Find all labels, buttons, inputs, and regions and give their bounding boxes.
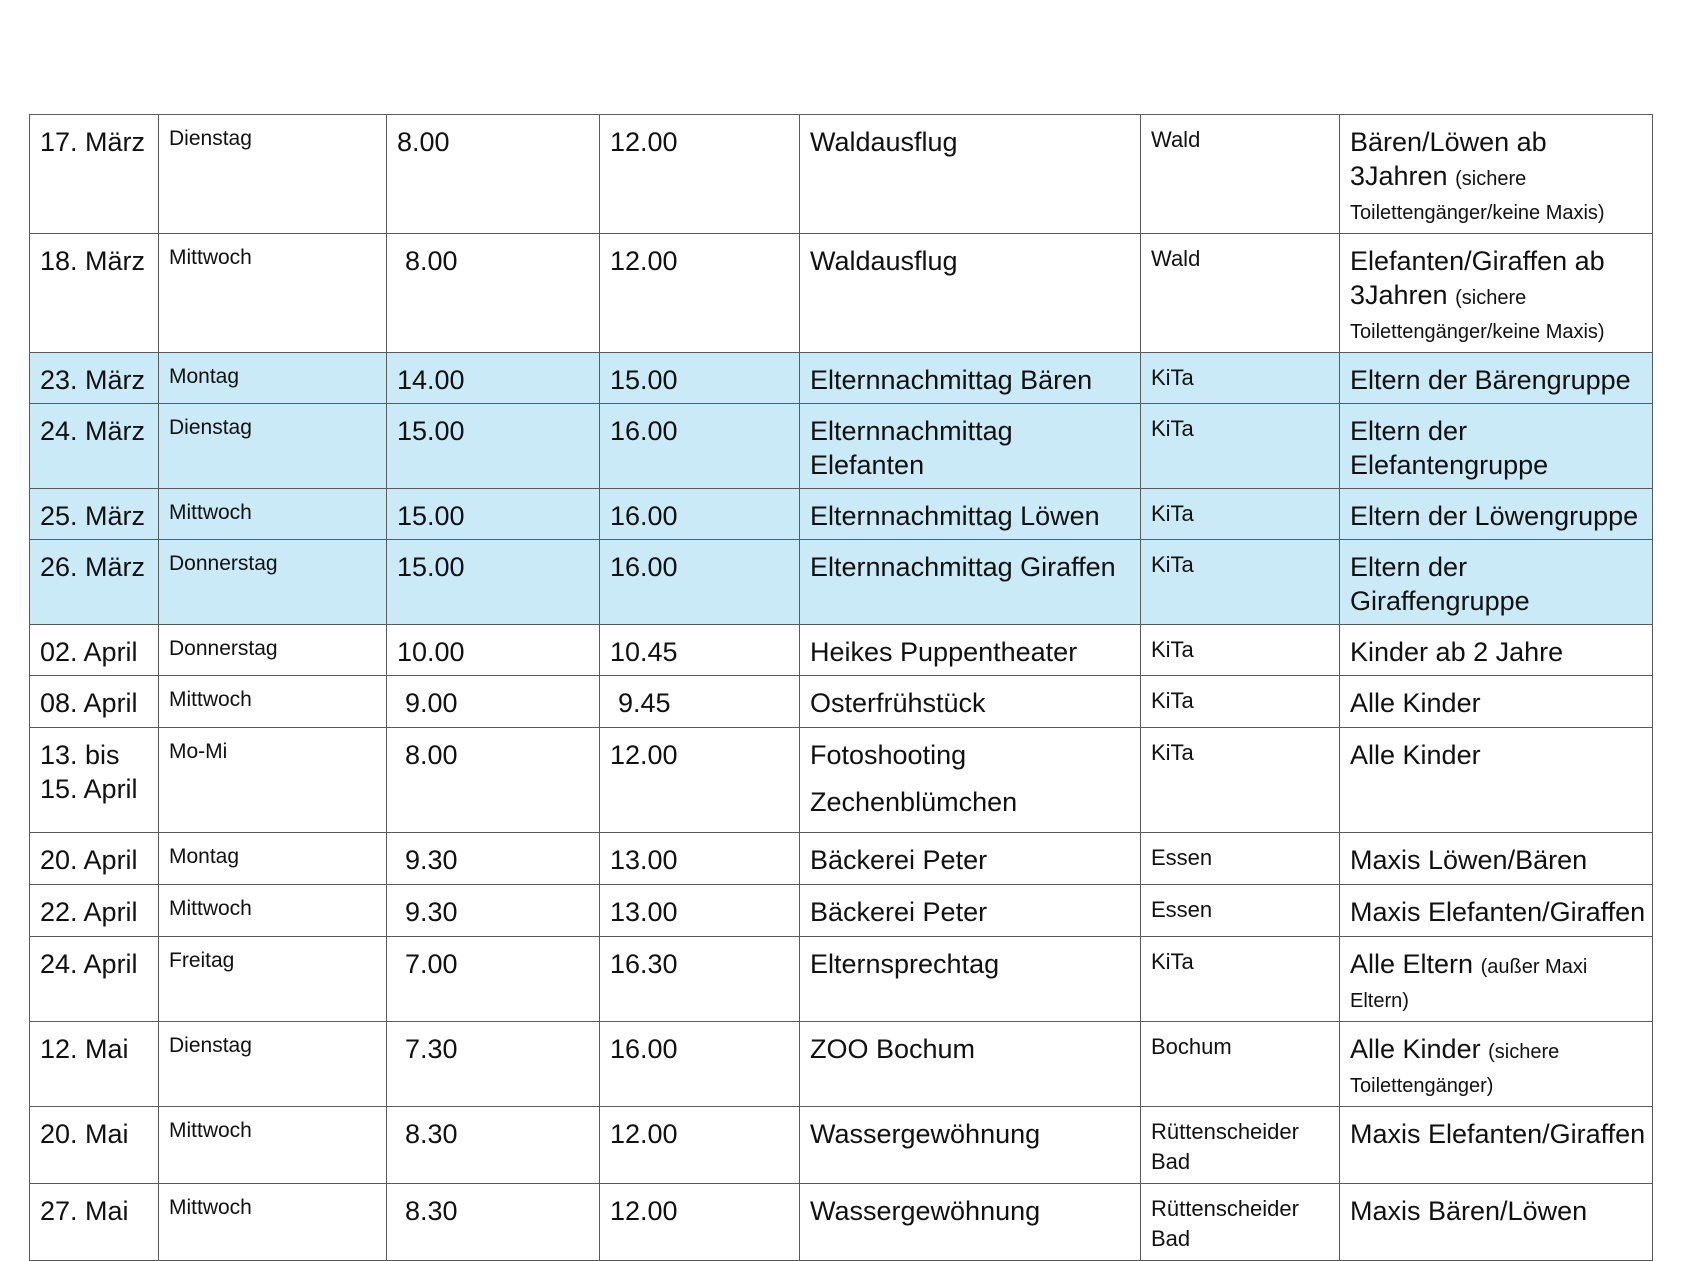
end-time-cell	[600, 540, 800, 625]
group-cell	[1340, 404, 1653, 489]
place-cell: KiTa	[1141, 489, 1340, 540]
date-cell: 24. März	[30, 404, 159, 489]
start-time-cell	[387, 885, 600, 937]
start-time-cell	[387, 728, 600, 833]
date-cell: 20. April	[30, 833, 159, 885]
end-time: 12.00	[610, 740, 678, 770]
weekday-cell: Mittwoch	[159, 676, 387, 728]
start-time: 8.30	[405, 1196, 458, 1226]
start-time: 15.00	[397, 552, 465, 582]
group-text: Eltern der Giraffengruppe	[1350, 552, 1530, 616]
end-time-cell	[600, 115, 800, 234]
place-cell: KiTa	[1141, 937, 1340, 1022]
end-time-cell	[600, 1022, 800, 1107]
place-cell: KiTa	[1141, 404, 1340, 489]
place-cell: Wald	[1141, 234, 1340, 353]
weekday-cell: Freitag	[159, 937, 387, 1022]
group-cell	[1340, 937, 1653, 1022]
start-time-cell	[387, 115, 600, 234]
start-time: 7.30	[405, 1034, 458, 1064]
table-row	[30, 885, 1653, 937]
weekday-cell: Donnerstag	[159, 540, 387, 625]
place-cell: KiTa	[1141, 353, 1340, 404]
group-text: Bären/Löwen ab 3Jahren	[1350, 127, 1547, 191]
table-row	[30, 625, 1653, 676]
date-cell: 13. bis 15. April	[30, 728, 159, 833]
date-cell: 23. März	[30, 353, 159, 404]
event-cell: Waldausflug	[800, 234, 1141, 353]
place-cell: KiTa	[1141, 625, 1340, 676]
date-cell: 26. März	[30, 540, 159, 625]
group-cell	[1340, 625, 1653, 676]
start-time: 8.30	[405, 1119, 458, 1149]
date-cell: 17. März	[30, 115, 159, 234]
group-cell	[1340, 489, 1653, 540]
start-time-cell	[387, 625, 600, 676]
end-time: 16.00	[610, 552, 678, 582]
table-row	[30, 234, 1653, 353]
table-row	[30, 728, 1653, 833]
end-time-cell	[600, 937, 800, 1022]
group-text: Maxis Löwen/Bären	[1350, 845, 1588, 875]
event-cell: Elternnachmittag Giraffen	[800, 540, 1141, 625]
weekday-cell: Donnerstag	[159, 625, 387, 676]
start-time: 15.00	[397, 416, 465, 446]
table-row	[30, 404, 1653, 489]
date-cell: 08. April	[30, 676, 159, 728]
event-cell	[800, 728, 1141, 833]
end-time: 16.00	[610, 416, 678, 446]
group-text: Eltern der Löwengruppe	[1350, 501, 1639, 531]
start-time-cell	[387, 404, 600, 489]
start-time-cell	[387, 833, 600, 885]
weekday-cell: Mittwoch	[159, 1107, 387, 1184]
event-cell: Osterfrühstück	[800, 676, 1141, 728]
event-cell: Elternnachmittag Bären	[800, 353, 1141, 404]
table-row	[30, 540, 1653, 625]
weekday-cell: Dienstag	[159, 1022, 387, 1107]
start-time: 9.30	[405, 897, 458, 927]
start-time: 9.30	[405, 845, 458, 875]
end-time-cell	[600, 234, 800, 353]
start-time-cell	[387, 676, 600, 728]
event-cell: Wassergewöhnung	[800, 1107, 1141, 1184]
end-time-cell	[600, 489, 800, 540]
end-time: 15.00	[610, 365, 678, 395]
start-time-cell	[387, 234, 600, 353]
event-cell: Wassergewöhnung	[800, 1184, 1141, 1261]
place-cell: KiTa	[1141, 676, 1340, 728]
end-time: 12.00	[610, 1119, 678, 1149]
group-cell	[1340, 353, 1653, 404]
group-cell	[1340, 1022, 1653, 1107]
group-text: Eltern der Elefantengruppe	[1350, 416, 1549, 480]
start-time-cell	[387, 489, 600, 540]
end-time: 9.45	[618, 688, 671, 718]
group-note: (sichere Toilettengänger/keine Maxis)	[1350, 168, 1605, 224]
end-time-cell	[600, 833, 800, 885]
place-cell: Essen	[1141, 885, 1340, 937]
end-time-cell	[600, 1107, 800, 1184]
group-cell	[1340, 676, 1653, 728]
date-cell: 02. April	[30, 625, 159, 676]
group-cell	[1340, 540, 1653, 625]
start-time: 14.00	[397, 365, 465, 395]
start-time: 8.00	[405, 246, 458, 276]
weekday-cell: Montag	[159, 833, 387, 885]
start-time-cell	[387, 937, 600, 1022]
table-row	[30, 937, 1653, 1022]
place-cell: Rüttenscheider Bad	[1141, 1107, 1340, 1184]
weekday-cell: Dienstag	[159, 404, 387, 489]
event-cell: Elternsprechtag	[800, 937, 1141, 1022]
end-time: 13.00	[610, 845, 678, 875]
group-cell	[1340, 885, 1653, 937]
table-row	[30, 833, 1653, 885]
group-text: Eltern der Bärengruppe	[1350, 365, 1631, 395]
event-line: Fotoshooting	[810, 740, 967, 770]
weekday-cell: Dienstag	[159, 115, 387, 234]
start-time: 15.00	[397, 501, 465, 531]
group-text: Alle Kinder	[1350, 740, 1481, 770]
start-time: 10.00	[397, 637, 465, 667]
schedule-table	[29, 114, 1653, 1261]
end-time-cell	[600, 353, 800, 404]
place-cell: Essen	[1141, 833, 1340, 885]
end-time: 12.00	[610, 127, 678, 157]
event-cell: Elternnachmittag Elefanten	[800, 404, 1141, 489]
end-time: 10.45	[610, 637, 678, 667]
weekday-cell: Mittwoch	[159, 1184, 387, 1261]
group-cell	[1340, 234, 1653, 353]
start-time-cell	[387, 1107, 600, 1184]
group-text: Alle Kinder	[1350, 1034, 1481, 1064]
place-cell: Rüttenscheider Bad	[1141, 1184, 1340, 1261]
place-cell: Bochum	[1141, 1022, 1340, 1107]
end-time-cell	[600, 625, 800, 676]
event-cell: Elternnachmittag Löwen	[800, 489, 1141, 540]
end-time: 13.00	[610, 897, 678, 927]
start-time: 9.00	[405, 688, 458, 718]
date-cell: 22. April	[30, 885, 159, 937]
group-text: Kinder ab 2 Jahre	[1350, 637, 1564, 667]
table-row	[30, 1184, 1653, 1261]
group-text: Alle Eltern	[1350, 949, 1474, 979]
start-time: 8.00	[405, 740, 458, 770]
start-time-cell	[387, 1022, 600, 1107]
end-time-cell	[600, 728, 800, 833]
event-cell: Heikes Puppentheater	[800, 625, 1141, 676]
start-time: 7.00	[405, 949, 458, 979]
end-time: 16.30	[610, 949, 678, 979]
table-row	[30, 1107, 1653, 1184]
weekday-cell: Mittwoch	[159, 885, 387, 937]
event-cell: Bäckerei Peter	[800, 833, 1141, 885]
start-time-cell	[387, 540, 600, 625]
event-cell: ZOO Bochum	[800, 1022, 1141, 1107]
end-time-cell	[600, 885, 800, 937]
end-time: 12.00	[610, 246, 678, 276]
group-text: Elefanten/Giraffen ab 3Jahren	[1350, 246, 1605, 310]
group-cell	[1340, 115, 1653, 234]
weekday-cell: Montag	[159, 353, 387, 404]
start-time-cell	[387, 1184, 600, 1261]
weekday-cell: Mittwoch	[159, 234, 387, 353]
event-line: Zechenblümchen	[810, 787, 1018, 817]
end-time-cell	[600, 404, 800, 489]
event-cell: Bäckerei Peter	[800, 885, 1141, 937]
end-time: 12.00	[610, 1196, 678, 1226]
date-cell: 18. März	[30, 234, 159, 353]
event-cell: Waldausflug	[800, 115, 1141, 234]
group-cell	[1340, 833, 1653, 885]
table-row	[30, 1022, 1653, 1107]
table-row	[30, 353, 1653, 404]
group-text: Alle Kinder	[1350, 688, 1481, 718]
group-cell	[1340, 728, 1653, 833]
end-time-cell	[600, 676, 800, 728]
place-cell: Wald	[1141, 115, 1340, 234]
date-cell: 25. März	[30, 489, 159, 540]
table-row	[30, 676, 1653, 728]
group-note: (sichere Toilettengänger)	[1350, 1041, 1560, 1097]
start-time: 8.00	[397, 127, 450, 157]
group-note: (sichere Toilettengänger/keine Maxis)	[1350, 287, 1605, 343]
table-row	[30, 489, 1653, 540]
table-row	[30, 115, 1653, 234]
date-cell: 20. Mai	[30, 1107, 159, 1184]
weekday-cell: Mo-Mi	[159, 728, 387, 833]
end-time: 16.00	[610, 1034, 678, 1064]
group-cell	[1340, 1184, 1653, 1261]
date-cell: 24. April	[30, 937, 159, 1022]
group-text: Maxis Elefanten/Giraffen	[1350, 1119, 1646, 1149]
group-text: Maxis Bären/Löwen	[1350, 1196, 1588, 1226]
group-text: Maxis Elefanten/Giraffen	[1350, 897, 1646, 927]
weekday-cell: Mittwoch	[159, 489, 387, 540]
place-cell: KiTa	[1141, 728, 1340, 833]
date-cell: 27. Mai	[30, 1184, 159, 1261]
start-time-cell	[387, 353, 600, 404]
group-cell	[1340, 1107, 1653, 1184]
end-time-cell	[600, 1184, 800, 1261]
date-cell: 12. Mai	[30, 1022, 159, 1107]
group-note: (außer Maxi Eltern)	[1350, 956, 1588, 1012]
end-time: 16.00	[610, 501, 678, 531]
place-cell: KiTa	[1141, 540, 1340, 625]
